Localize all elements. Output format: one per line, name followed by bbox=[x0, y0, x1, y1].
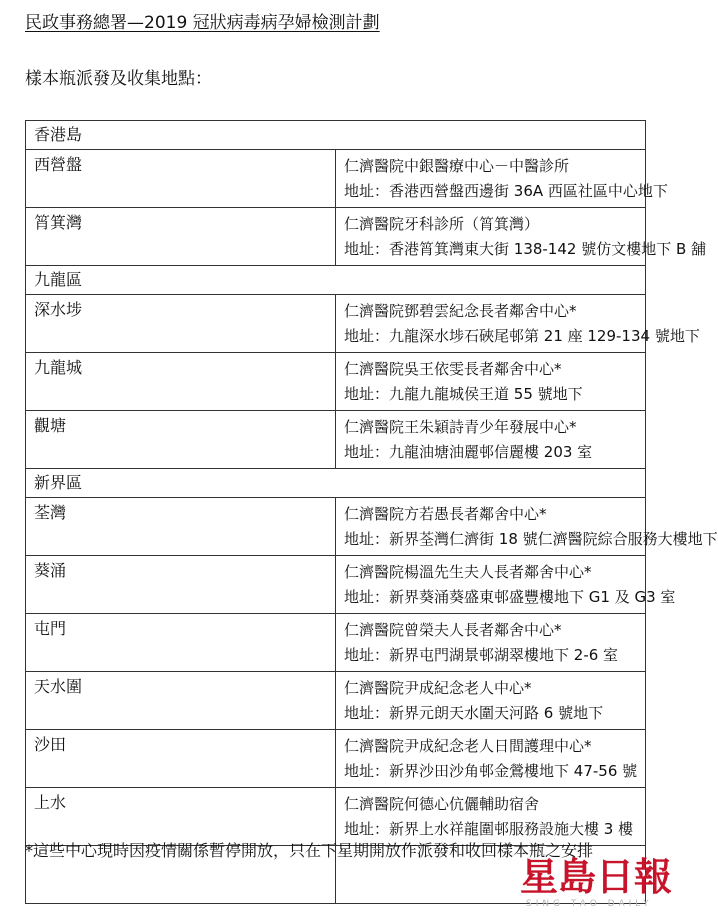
page-subtitle: 樣本瓶派發及收集地點： bbox=[25, 69, 212, 89]
district-name: 上水 bbox=[26, 788, 336, 846]
center-info bbox=[336, 150, 668, 208]
center-address: 地址：新界葵涌葵盛東邨盛豐樓地下 G1 及 G3 室 bbox=[344, 588, 676, 606]
district-name: 葵涌 bbox=[26, 556, 336, 614]
district-name: 西營盤 bbox=[26, 150, 336, 208]
district-name: 深水埗 bbox=[26, 295, 336, 353]
center-address: 地址：香港筲箕灣東大街 138-142 號仿文樓地下 B 舖 bbox=[344, 240, 707, 258]
center-info bbox=[336, 556, 676, 614]
sing-tao-watermark-logo bbox=[520, 854, 673, 914]
district-name: 觀塘 bbox=[26, 411, 336, 469]
center-name: 仁濟醫院牙科診所（筲箕灣） bbox=[344, 215, 540, 233]
center-address: 地址：九龍油塘油麗邨信麗樓 203 室 bbox=[344, 443, 593, 461]
page-title: 民政事務總署—2019 冠狀病毒病孕婦檢測計劃 bbox=[25, 13, 380, 33]
region-name: 九龍區 bbox=[26, 266, 646, 295]
table-row bbox=[26, 556, 646, 614]
district-name: 屯門 bbox=[26, 614, 336, 672]
center-address: 地址：新界元朗天水圍天河路 6 號地下 bbox=[344, 704, 604, 722]
district-name: 天水圍 bbox=[26, 672, 336, 730]
center-address: 地址：新界荃灣仁濟街 18 號仁濟醫院綜合服務大樓地下 bbox=[344, 530, 718, 548]
center-address: 地址：九龍九龍城侯王道 55 號地下 bbox=[344, 385, 583, 403]
region-row bbox=[26, 121, 646, 150]
footnote: *這些中心現時因疫情關係暫停開放，只在下星期開放作派發和收回樣本瓶之安排 bbox=[25, 841, 594, 860]
center-name: 仁濟醫院方若愚長者鄰舍中心* bbox=[344, 505, 547, 523]
district-name: 九龍城 bbox=[26, 353, 336, 411]
center-info bbox=[336, 614, 646, 672]
table-row bbox=[26, 498, 646, 556]
table-row bbox=[26, 295, 646, 353]
logo-subtext: SING TAO DAILY bbox=[526, 899, 653, 909]
center-info bbox=[336, 295, 700, 353]
center-name: 仁濟醫院曾榮夫人長者鄰舍中心* bbox=[344, 621, 562, 639]
table-row bbox=[26, 730, 646, 788]
center-info bbox=[336, 353, 646, 411]
logo-wordmark: 星島日報 bbox=[520, 854, 673, 899]
center-address: 地址：九龍深水埗石硤尾邨第 21 座 129-134 號地下 bbox=[344, 327, 700, 345]
center-info bbox=[336, 411, 646, 469]
center-info bbox=[336, 672, 646, 730]
table-row bbox=[26, 353, 646, 411]
table-row bbox=[26, 150, 646, 208]
center-address: 地址：香港西營盤西邊街 36A 西區社區中心地下 bbox=[344, 182, 668, 200]
center-info bbox=[336, 498, 718, 556]
center-name: 仁濟醫院王朱穎詩青少年發展中心* bbox=[344, 418, 577, 436]
center-name: 仁濟醫院何德心伉儷輔助宿舍 bbox=[344, 795, 540, 813]
center-address: 地址：新界上水祥龍圍邨服務設施大樓 3 樓 bbox=[344, 820, 634, 838]
district-name: 沙田 bbox=[26, 730, 336, 788]
center-info bbox=[336, 730, 646, 788]
table-row bbox=[26, 411, 646, 469]
center-name: 仁濟醫院鄧碧雲紀念長者鄰舍中心* bbox=[344, 302, 577, 320]
table-row bbox=[26, 614, 646, 672]
center-info bbox=[336, 208, 707, 266]
center-address: 地址：新界屯門湖景邨湖翠樓地下 2-6 室 bbox=[344, 646, 619, 664]
district-name: 筲箕灣 bbox=[26, 208, 336, 266]
table-row bbox=[26, 208, 646, 266]
center-name: 仁濟醫院楊溫先生夫人長者鄰舍中心* bbox=[344, 563, 592, 581]
region-name: 新界區 bbox=[26, 469, 646, 498]
center-address: 地址：新界沙田沙角邨金鶯樓地下 47-56 號 bbox=[344, 762, 638, 780]
district-name: 荃灣 bbox=[26, 498, 336, 556]
center-name: 仁濟醫院吳王依雯長者鄰舍中心* bbox=[344, 360, 562, 378]
center-name: 仁濟醫院尹成紀念老人中心* bbox=[344, 679, 532, 697]
table-row bbox=[26, 672, 646, 730]
region-name: 香港島 bbox=[26, 121, 646, 150]
region-row bbox=[26, 266, 646, 295]
center-name: 仁濟醫院尹成紀念老人日間護理中心* bbox=[344, 737, 592, 755]
region-row bbox=[26, 469, 646, 498]
center-name: 仁濟醫院中銀醫療中心－中醫診所 bbox=[344, 157, 570, 175]
